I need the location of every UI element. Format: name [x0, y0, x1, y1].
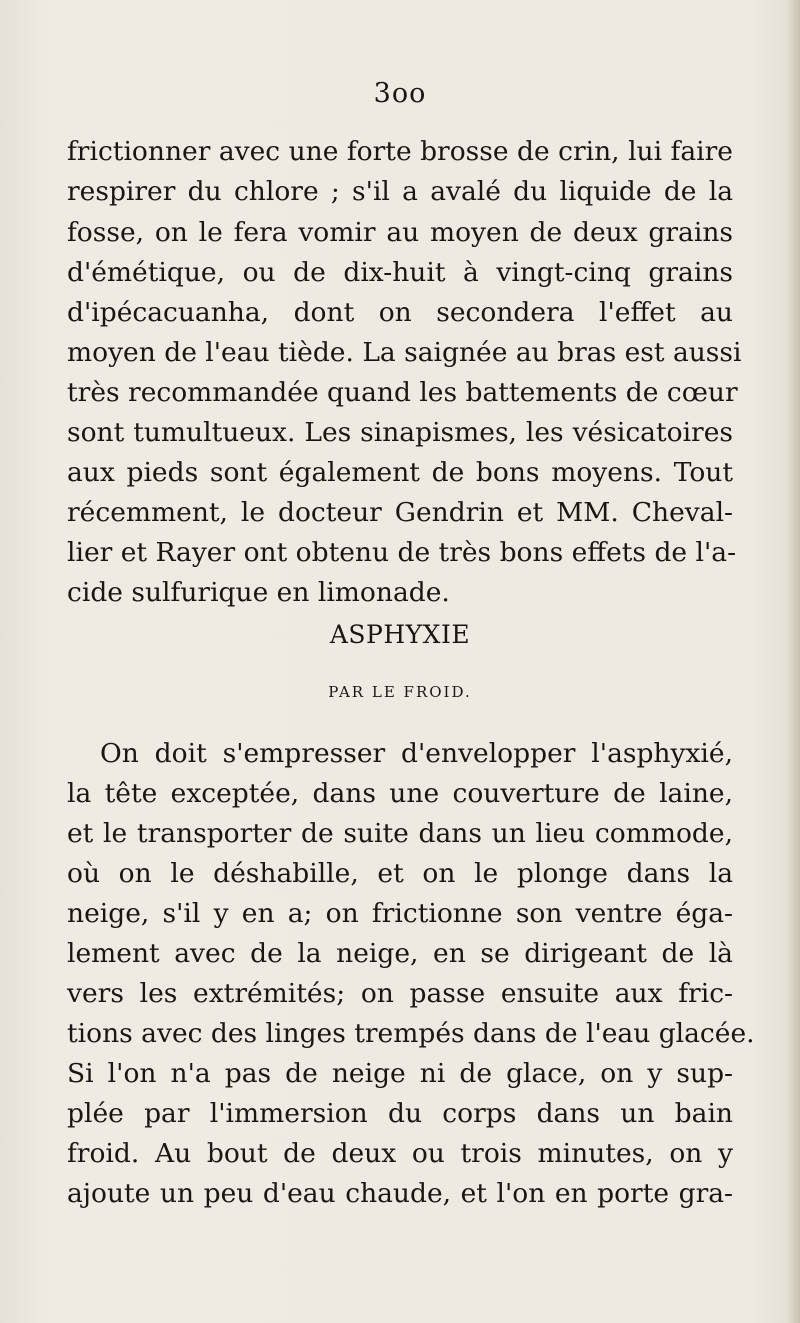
text-line: vers les extrémités; on passe ensuite aux fric- — [67, 978, 733, 1009]
text-line: et le transporter de suite dans un lieu commode, — [67, 818, 733, 849]
text-line: respirer du chlore ; s'il a avalé du liquide de la — [67, 176, 733, 207]
page-edge-shadow — [786, 0, 800, 1323]
text-line: tions avec des linges trempés dans de l'eau glacée. — [67, 1018, 755, 1049]
text-line: lement avec de la neige, en se dirigeant de là — [67, 938, 733, 969]
text-line: d'émétique, ou de dix-huit à vingt-cinq grains — [67, 257, 733, 288]
text-line: sont tumultueux. Les sinapismes, les vésicatoires — [67, 417, 733, 448]
page-number: 3oo — [373, 78, 427, 109]
section-heading: ASPHYXIE — [329, 620, 471, 649]
text-line: On doit s'empresser d'envelopper l'asphyxié, — [100, 738, 733, 769]
text-line: Si l'on n'a pas de neige ni de glace, on y sup- — [67, 1058, 733, 1089]
text-line: neige, s'il y en a; on frictionne son ventre éga- — [67, 898, 733, 929]
text-line: cide sulfurique en limonade. — [67, 577, 450, 608]
text-line: froid. Au bout de deux ou trois minutes, on y — [67, 1138, 733, 1169]
text-line: aux pieds sont également de bons moyens. Tout — [67, 457, 733, 488]
text-line: récemment, le docteur Gendrin et MM. Cheval- — [67, 497, 733, 528]
text-line: moyen de l'eau tiède. La saignée au bras est aussi — [67, 337, 742, 368]
text-line: la tête exceptée, dans une couverture de laine, — [67, 778, 733, 809]
section-subheading: PAR LE FROID. — [328, 683, 472, 701]
text-line: lier et Rayer ont obtenu de très bons effets de l'a- — [67, 537, 737, 568]
text-line: ajoute un peu d'eau chaude, et l'on en porte gra- — [67, 1178, 733, 1209]
text-line: très recommandée quand les battements de cœur — [67, 377, 738, 408]
text-line: d'ipécacuanha, dont on secondera l'effet au — [67, 297, 733, 328]
text-line: fosse, on le fera vomir au moyen de deux grains — [67, 217, 733, 248]
text-line: plée par l'immersion du corps dans un bain — [67, 1098, 733, 1129]
text-line: où on le déshabille, et on le plonge dans la — [67, 858, 733, 889]
text-line: frictionner avec une forte brosse de crin, lui faire — [67, 136, 733, 167]
